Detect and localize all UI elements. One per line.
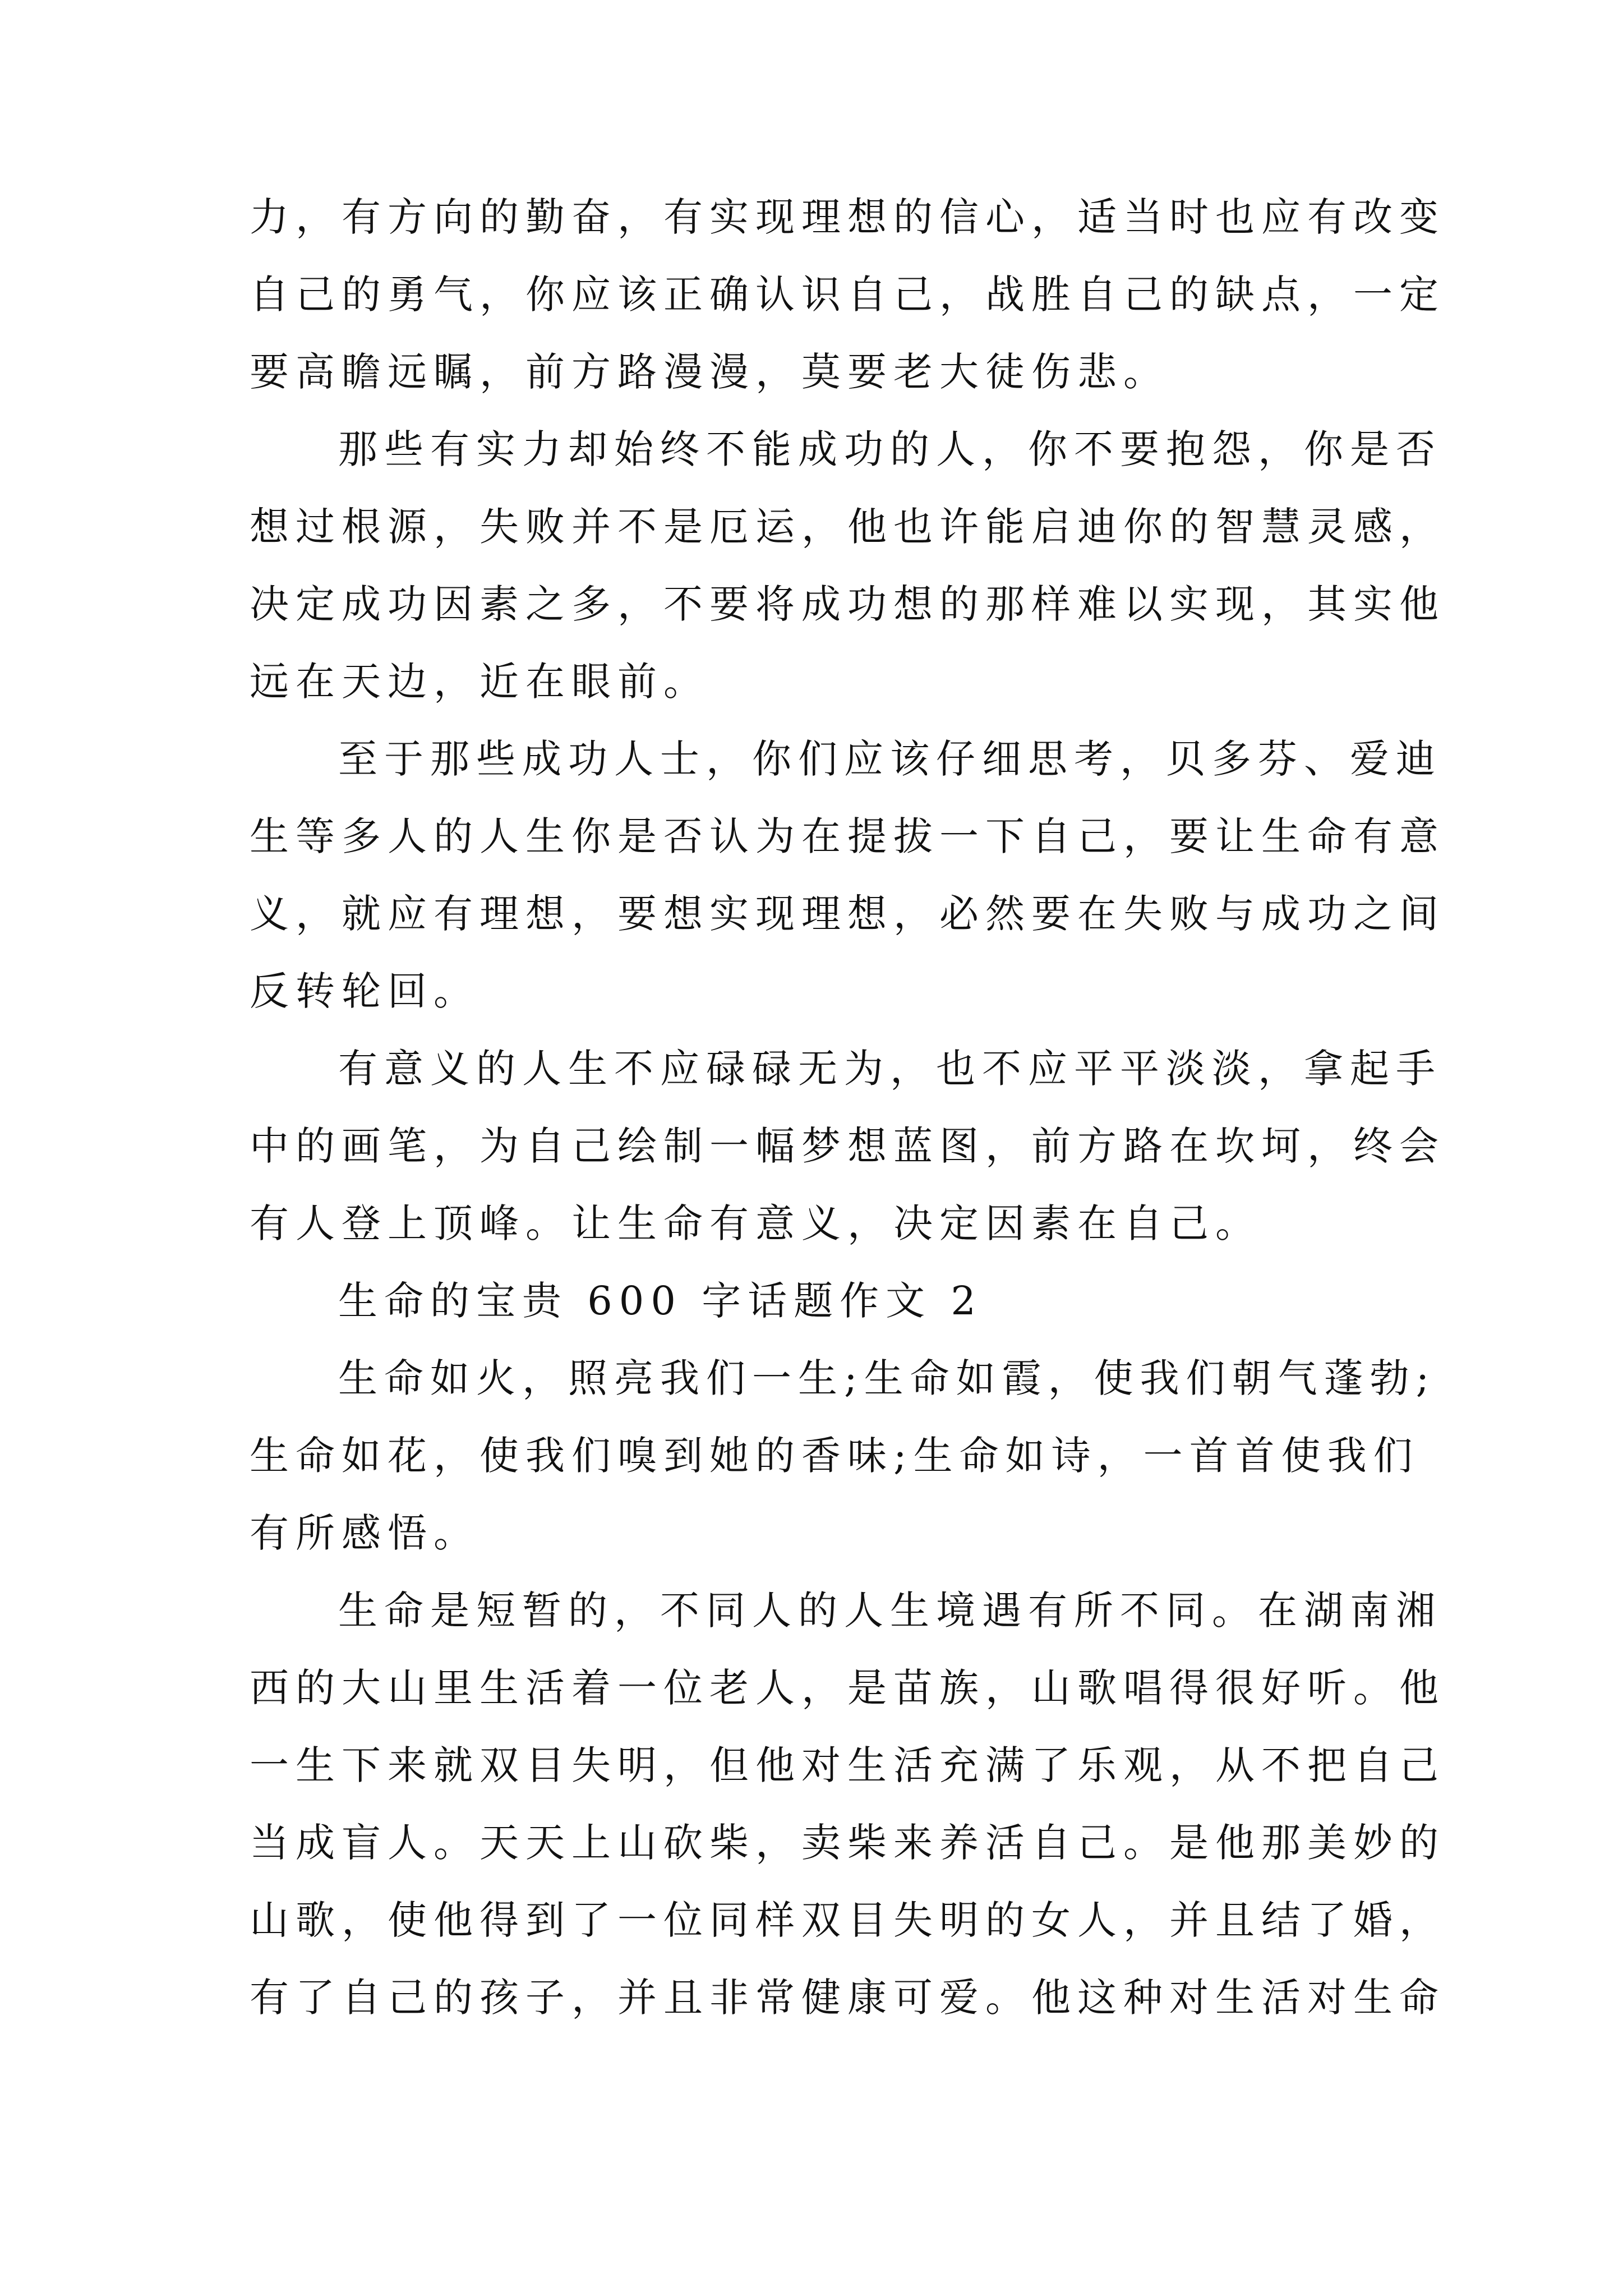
text-line: 生命是短暂的，不同人的人生境遇有所不同。在湖南湘 (338, 1588, 1442, 1634)
text-line: 生命如火，照亮我们一生;生命如霞，使我们朝气蓬勃; (338, 1355, 1436, 1401)
paragraph (250, 178, 1445, 411)
text-line: 中的画笔，为自己绘制一幅梦想蓝图，前方路在坎坷，终会 (250, 1123, 1445, 1169)
text-line: 生等多人的人生你是否认为在提拔一下自己，要让生命有意 (250, 813, 1445, 859)
text-line: 有所感悟。 (250, 1510, 479, 1556)
paragraph (250, 1030, 1445, 1262)
paragraph (250, 411, 1445, 720)
paragraph (250, 720, 1445, 1030)
paragraph (250, 1572, 1445, 2036)
text-line: 想过根源，失败并不是厄运，他也许能启迪你的智慧灵感， (250, 504, 1445, 550)
text-line: 义，就应有理想，要想实现理想，必然要在失败与成功之间 (250, 891, 1445, 937)
text-line: 有了自己的孩子，并且非常健康可爱。他这种对生活对生命 (250, 1975, 1445, 2021)
text-line: 决定成功因素之多，不要将成功想的那样难以实现，其实他 (250, 581, 1445, 627)
text-line: 有意义的人生不应碌碌无为，也不应平平淡淡，拿起手 (338, 1046, 1442, 1092)
text-line: 反转轮回。 (250, 968, 479, 1014)
paragraph (250, 1340, 1436, 1572)
text-line: 力，有方向的勤奋，有实现理想的信心，适当时也应有改变 (250, 194, 1445, 240)
text-line: 有人登上顶峰。让生命有意义，决定因素在自己。 (250, 1200, 1261, 1246)
text-line: 一生下来就双目失明，但他对生活充满了乐观，从不把自己 (250, 1742, 1445, 1788)
text-line: 生命如花，使我们嗅到她的香味;生命如诗，一首首使我们 (250, 1433, 1419, 1479)
text-line: 远在天边，近在眼前。 (250, 659, 709, 705)
document-body (250, 178, 1445, 2036)
text-line: 当成盲人。天天上山砍柴，卖柴来养活自己。是他那美妙的 (250, 1820, 1445, 1866)
text-line: 山歌，使他得到了一位同样双目失明的女人，并且结了婚， (250, 1897, 1445, 1943)
section-heading (250, 1262, 1377, 1340)
text-line: 西的大山里生活着一位老人，是苗族，山歌唱得很好听。他 (250, 1665, 1445, 1711)
text-line: 生命的宝贵 600 字话题作文 2 (338, 1278, 983, 1324)
text-line: 要高瞻远瞩，前方路漫漫，莫要老大徒伤悲。 (250, 349, 1169, 395)
text-line: 至于那些成功人士，你们应该仔细思考，贝多芬、爱迪 (338, 736, 1442, 782)
text-line: 那些有实力却始终不能成功的人，你不要抱怨，你是否 (338, 426, 1442, 472)
text-line: 自己的勇气，你应该正确认识自己，战胜自己的缺点，一定 (250, 272, 1445, 318)
